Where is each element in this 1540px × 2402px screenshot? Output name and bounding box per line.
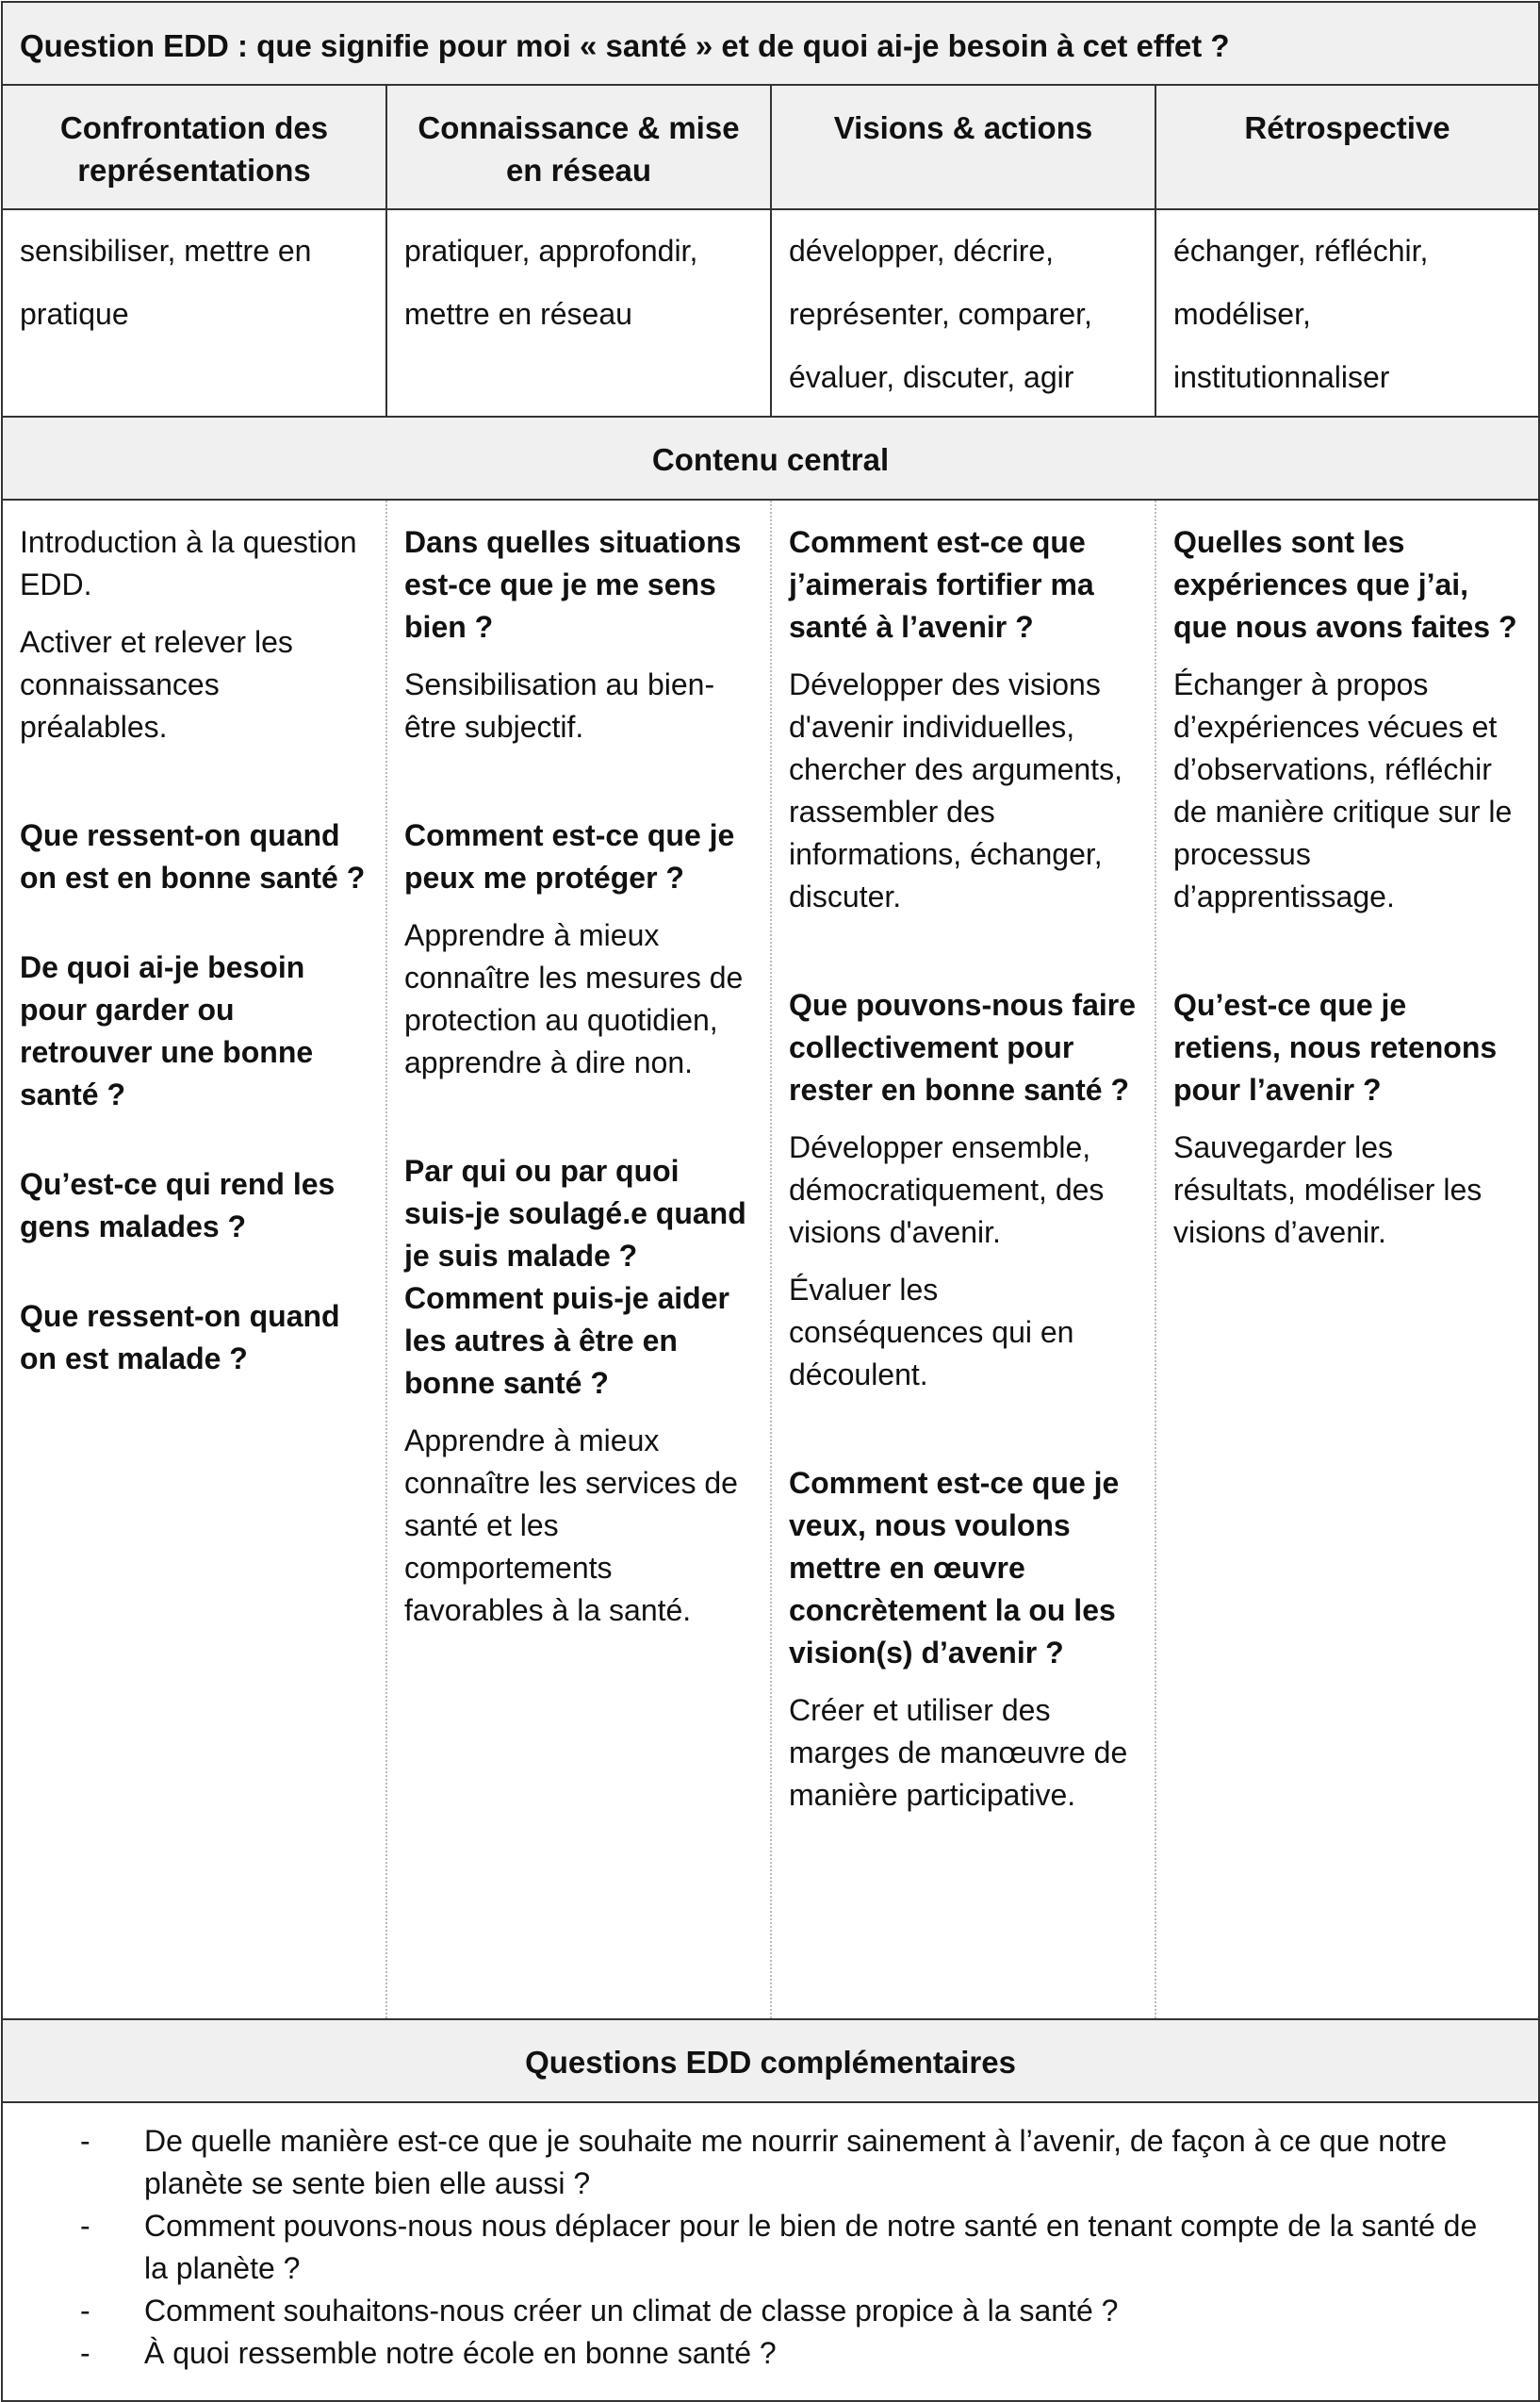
list-item <box>41 2332 1500 2375</box>
dash-bullet: - <box>80 2209 90 2243</box>
phase-header-row <box>2 85 1539 209</box>
phase-verbs-3 <box>771 209 1155 417</box>
phase-verbs-text: développer, décrire, représenter, comparer, évaluer, discuter, agir <box>789 234 1092 394</box>
phase-verbs-1 <box>2 209 386 417</box>
phase-verbs-text: sensibiliser, mettre en pratique <box>20 234 312 331</box>
description: Apprendre à mieux connaître les mesures de protection au quotidien, apprendre à dire non. <box>404 918 744 1079</box>
question: Que pouvons-nous faire collectivement pour rester en bonne santé ? <box>789 988 1137 1107</box>
question: Comment est-ce que je peux me protéger ? <box>404 818 735 895</box>
description: Développer ensemble, démocratiquement, des visions d'avenir. <box>789 1130 1105 1249</box>
central-heading-cell <box>2 417 1539 500</box>
question: Que ressent-on quand on est en bonne santé ? <box>20 818 366 895</box>
central-column-1 <box>2 500 386 2019</box>
intro-text: Introduction à la question EDD. <box>20 525 357 601</box>
description: Créer et utiliser des marges de manœuvre de manière participative. <box>789 1693 1128 1812</box>
table-title: Question EDD : que signifie pour moi « santé » et de quoi ai-je besoin à cet effet ? <box>20 28 1230 63</box>
complementary-questions-list <box>3 2103 1538 2375</box>
phase-header-1 <box>2 85 386 209</box>
activation-text: Activer et relever les connaissances préalables. <box>20 625 293 744</box>
dash-bullet: - <box>80 2336 90 2370</box>
phase-heading: Confrontation des représentations <box>59 110 329 188</box>
list-item <box>41 2120 1500 2205</box>
phase-verbs-row <box>2 209 1539 417</box>
complementary-list-row <box>2 2102 1539 2401</box>
phase-heading: Visions & actions <box>833 110 1093 145</box>
complementary-list-cell <box>2 2102 1539 2401</box>
complementary-questions-heading: Questions EDD complémentaires <box>525 2045 1016 2080</box>
question: Que ressent-on quand on est malade ? <box>20 1299 340 1375</box>
list-item-text: De quelle manière est-ce que je souhaite me nourrir sainement à l’avenir, de façon à ce que notre planète se sente bien elle aussi ? <box>144 2124 1448 2200</box>
central-column-4 <box>1155 500 1539 2019</box>
complementary-heading-row <box>2 2019 1539 2102</box>
question: Comment est-ce que j’aimerais fortifier ma santé à l’avenir ? <box>789 525 1094 644</box>
dash-bullet: - <box>80 2294 90 2328</box>
list-item <box>41 2205 1500 2290</box>
central-column-2 <box>386 500 771 2019</box>
list-item <box>41 2290 1500 2332</box>
central-heading-row <box>2 417 1539 500</box>
description: Sensibilisation au bien-être subjectif. <box>404 667 715 744</box>
edd-sequence-table <box>1 1 1540 2402</box>
description: Développer des visions d'avenir individuelles, chercher des arguments, rassembler des informations, échanger, discuter. <box>789 667 1122 913</box>
dash-bullet: - <box>80 2124 90 2158</box>
phase-heading: Connaissance & mise en réseau <box>418 110 740 188</box>
central-content-row <box>2 500 1539 2019</box>
list-item-text: Comment pouvons-nous nous déplacer pour le bien de notre santé en tenant compte de la santé de la planète ? <box>144 2209 1478 2285</box>
complementary-heading-cell <box>2 2019 1539 2102</box>
description: Sauvegarder les résultats, modéliser les visions d’avenir. <box>1173 1130 1483 1249</box>
phase-header-4 <box>1155 85 1539 209</box>
phase-verbs-2 <box>386 209 771 417</box>
phase-heading: Rétrospective <box>1244 110 1450 145</box>
question: Par qui ou par quoi suis-je soulagé.e quand je suis malade ? Comment puis-je aider les autres à être en bonne santé ? <box>404 1154 746 1400</box>
central-column-3 <box>771 500 1155 2019</box>
description: Évaluer les conséquences qui en découlent. <box>789 1273 1074 1391</box>
list-item-text: Comment souhaitons-nous créer un climat de classe propice à la santé ? <box>144 2294 1119 2328</box>
title-cell <box>2 2 1539 85</box>
central-content-heading: Contenu central <box>651 442 890 477</box>
question: De quoi ai-je besoin pour garder ou retrouver une bonne santé ? <box>20 950 314 1111</box>
phase-verbs-text: échanger, réfléchir, modéliser, institutionnaliser <box>1173 234 1429 394</box>
description: Échanger à propos d’expériences vécues et d’observations, réfléchir de manière critique sur le processus d’apprentissage. <box>1173 667 1513 913</box>
question: Qu’est-ce qui rend les gens malades ? <box>20 1167 336 1243</box>
description: Apprendre à mieux connaître les services de santé et les comportements favorables à la santé. <box>404 1423 738 1627</box>
question: Qu’est-ce que je retiens, nous retenons pour l’avenir ? <box>1173 988 1498 1107</box>
question: Dans quelles situations est-ce que je me sens bien ? <box>404 525 742 644</box>
phase-verbs-4 <box>1155 209 1539 417</box>
phase-header-3 <box>771 85 1155 209</box>
phase-verbs-text: pratiquer, approfondir, mettre en réseau <box>404 234 698 331</box>
question: Quelles sont les expériences que j’ai, que nous avons faites ? <box>1173 525 1517 644</box>
list-item-text: À quoi ressemble notre école en bonne santé ? <box>144 2336 777 2370</box>
title-row <box>2 2 1539 85</box>
phase-header-2 <box>386 85 771 209</box>
question: Comment est-ce que je veux, nous voulons mettre en œuvre concrètement la ou les vision(s) d’avenir ? <box>789 1466 1120 1670</box>
